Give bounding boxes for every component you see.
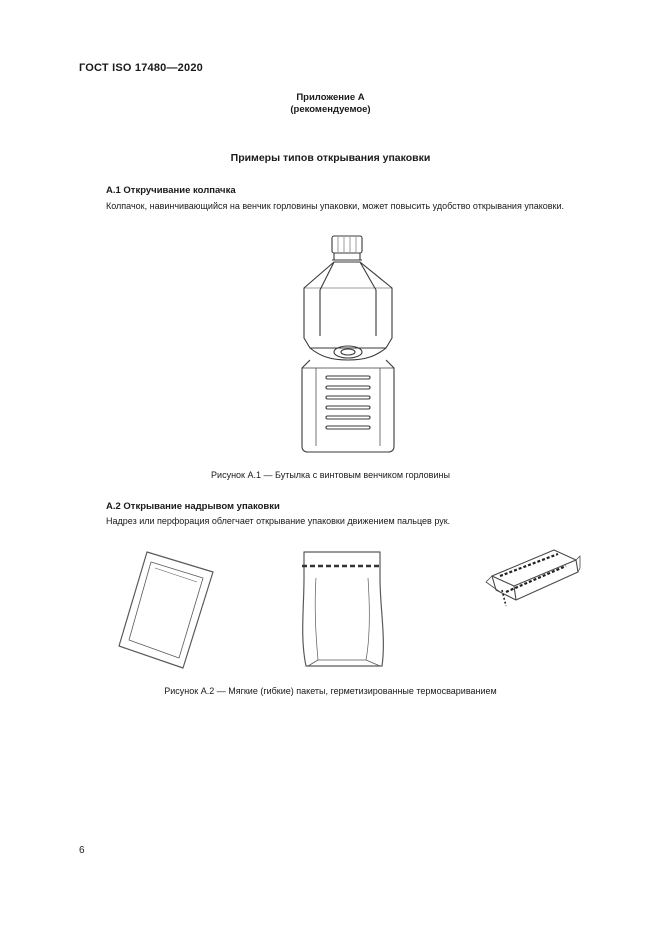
section-title: Примеры типов открывания упаковки xyxy=(230,152,431,164)
a2-heading: А.2 Открывание надрывом упаковки xyxy=(106,501,280,512)
figure-a1-caption: Рисунок А.1 — Бутылка с винтовым венчиком горловины xyxy=(211,470,450,480)
flat-sachet-illustration xyxy=(115,548,215,673)
annex-subtitle: (рекомендуемое) xyxy=(290,104,371,115)
flow-pack-illustration xyxy=(482,546,582,614)
bottle-illustration xyxy=(290,228,410,460)
a1-heading: А.1 Откручивание колпачка xyxy=(106,185,236,196)
annex-heading xyxy=(0,92,661,116)
stand-up-pouch-illustration xyxy=(296,548,388,670)
document-code: ГОСТ ISO 17480—2020 xyxy=(79,62,203,74)
a1-text: Колпачок, навинчивающийся на венчик горловины упаковки, может повысить удобство открывания упаковки. xyxy=(106,201,565,211)
a2-text: Надрез или перфорация облегчает открывание упаковки движением пальцев рук. xyxy=(106,516,451,526)
figure-a2-caption: Рисунок А.2 — Мягкие (гибкие) пакеты, герметизированные термосвариванием xyxy=(164,686,497,696)
page-number: 6 xyxy=(79,845,85,856)
annex-title: Приложение А xyxy=(296,92,365,103)
